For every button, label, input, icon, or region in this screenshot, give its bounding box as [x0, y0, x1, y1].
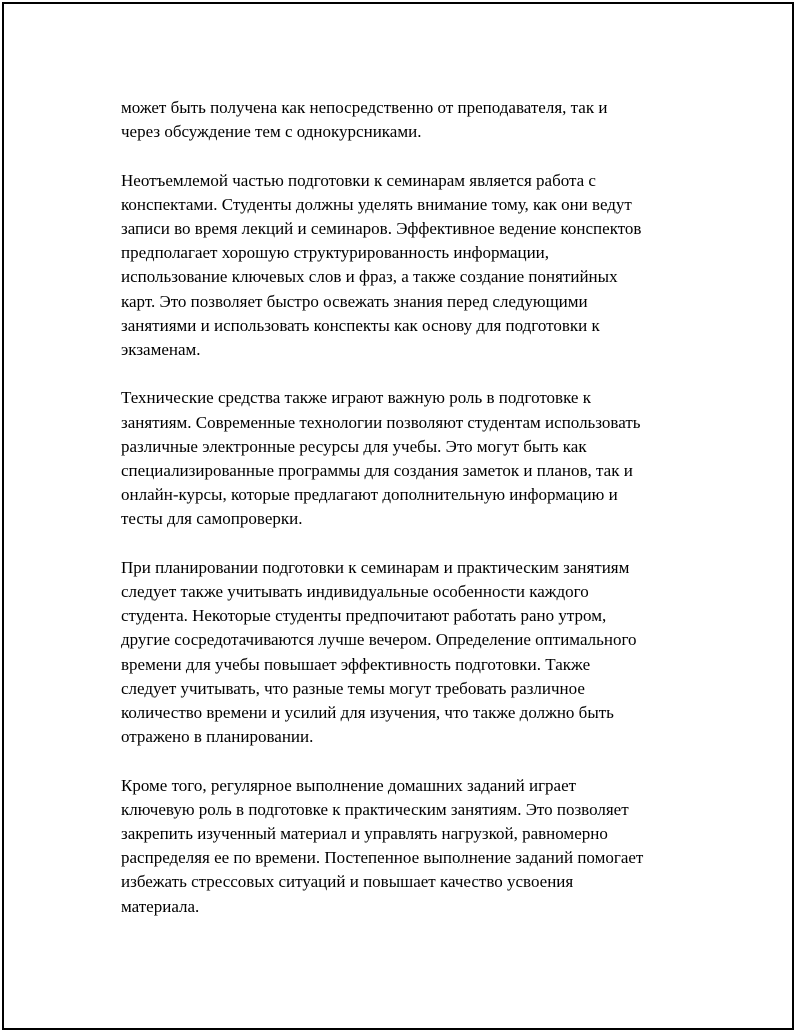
document-body [121, 96, 701, 919]
paragraph-5: Кроме того, регулярное выполнение домашних заданий играет ключевую роль в подготовке к практическим занятиям. Это позволяет закрепить изученный материал и управлять нагрузкой, равномерно распределяя ее по времени. Постепенное выполнение заданий помогает избежать стрессовых ситуаций и повышает качество усвоения материала. [121, 775, 644, 916]
paragraph-2: Неотъемлемой частью подготовки к семинарам является работа с конспектами. Студенты должны уделять внимание тому, как они ведут записи во время лекций и семинаров. Эффективное ведение конспектов предполагает хорошую структурированность информации, использование ключевых слов и фраз, а также создание понятийных карт. Это позволяет быстро освежать знания перед следующими занятиями и использовать конспекты как основу для подготовки к экзаменам. [121, 170, 642, 360]
paragraph-4: При планировании подготовки к семинарам и практическим занятиям следует также учитывать индивидуальные особенности каждого студента. Некоторые студенты предпочитают работать рано утром, другие сосредотачиваются лучше вечером. Определение оптимального времени для учебы повышает эффективность подготовки. Также следует учитывать, что разные темы могут требовать различное количество времени и усилий для изучения, что также должно быть отражено в планировании. [121, 557, 637, 747]
document-page [2, 2, 794, 1030]
paragraph-1: может быть получена как непосредственно от преподавателя, так и через обсуждение тем с однокурсниками. [121, 98, 608, 142]
paragraph-3: Технические средства также играют важную роль в подготовке к занятиям. Современные технологии позволяют студентам использовать различные электронные ресурсы для учебы. Это могут быть как специализированные программы для создания заметок и планов, так и онлайн-курсы, которые предлагают дополнительную информацию и тесты для самопроверки. [121, 388, 641, 529]
